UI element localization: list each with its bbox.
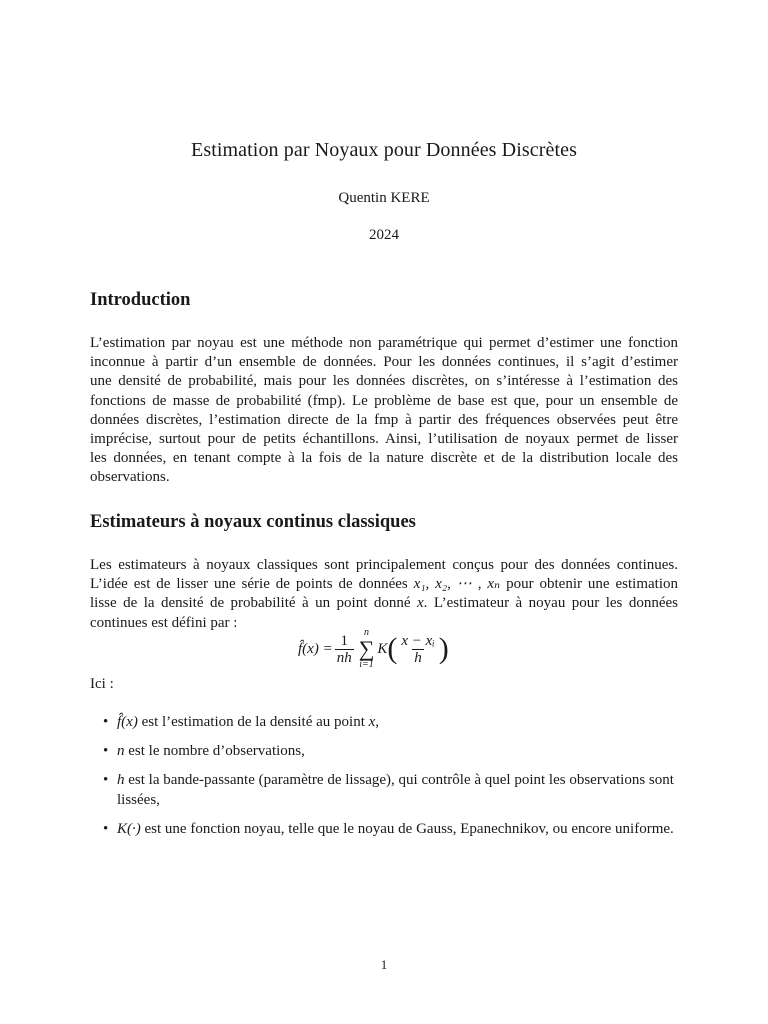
math-symbol: n [117,743,125,760]
paragraph-line [90,594,678,613]
sum-sign: ∑ [358,636,375,661]
ici-label: Ici : [90,676,114,692]
sum-upper-bound: n [364,627,370,638]
text-run: lisse de la densité de probabilité à un point donné [90,595,417,612]
fraction-numerator: x − xᵢ [401,632,435,649]
paragraph-line: imprécise, surtout pour de petits échantillons. Ainsi, l’utilisation de noyaux permet de lisser [90,431,678,448]
document-date: 2024 [369,227,399,243]
right-paren: ) [438,632,449,665]
fraction-denominator: nh [336,649,352,666]
paragraph-line: Les estimateurs à noyaux classiques sont principalement conçus pour des données continues. [90,557,678,573]
section-heading-estimateurs: Estimateurs à noyaux continus classiques [90,512,416,532]
list-item [90,742,678,761]
paragraph-line: observations. [90,469,170,486]
text-run: est une fonction noyau, telle que le noyau de Gauss, Epanechnikov, ou encore uniforme. [140,820,674,837]
introduction-paragraph [90,334,678,488]
definition-list [90,713,678,849]
fraction-numerator: 1 [340,632,348,649]
list-item [90,713,678,732]
bullet-icon: • [103,714,109,730]
fraction-one-over-nh [335,633,354,666]
math-variables: x₁, x₂, ⋯ , xₙ [413,576,501,593]
paragraph-line: données discrètes, l’estimation directe de la fmp à partir des fréquences observées peut être [90,411,678,428]
section-heading-introduction: Introduction [90,290,191,310]
math-symbol: h [117,772,125,789]
text-run: est le nombre d’observations, [124,743,305,760]
bullet-icon: • [103,772,109,789]
kernel-estimator-formula [298,625,449,673]
fraction-denominator: h [414,649,422,666]
document-author: Quentin KERE [338,190,430,206]
text-run: est l’estimation de la densité au point [137,714,369,730]
text-run: L’idée est de lisser une série de points de données [90,576,414,593]
summation [359,628,375,670]
page-number: 1 [380,957,388,972]
formula-lhs: f̂(x) = [298,640,333,657]
math-variable: x [416,595,424,612]
sum-lower-bound: i=1 [359,659,374,670]
list-item [90,820,678,839]
text-run: . L’estimateur à noyau pour les données [423,595,678,612]
math-symbol: K(·) [117,820,141,837]
math-symbol: f̂(x) [117,714,138,730]
bullet-icon: • [103,743,109,760]
paragraph-line: inconnue à partir d’un ensemble de données. Pour les données continues, il s’agit d’estimer [90,354,678,371]
paragraph-line: une densité de probabilité, mais pour les données discrètes, on s’intéresse à l’estimation des [90,373,678,390]
document-title: Estimation par Noyaux pour Données Discrètes [191,139,577,161]
paragraph-line [90,575,678,594]
kernel-function: K [377,640,388,657]
paragraph-line: fonctions de masse de probabilité (fmp). Le problème de base est que, pour un ensemble de [90,392,678,409]
estimateurs-paragraph [90,556,678,633]
paragraph-line: les données, en tenant compte à la fois de la nature discrète et de la distribution locale des [90,450,678,467]
text-run: est la bande-passante (paramètre de lissage), qui contrôle à quel point les observations sont lissées, [117,772,674,808]
paragraph-line: L’estimation par noyau est une méthode non paramétrique qui permet d’estimer une fonction [90,335,678,351]
bullet-icon: • [103,820,109,837]
text-run: pour obtenir une estimation [500,576,678,593]
paragraph-line: continues est défini par : [90,614,238,631]
text-run: , [375,714,380,730]
list-item [90,771,678,809]
fraction-kernel-argument [399,633,436,666]
left-paren: ( [387,632,398,665]
math-symbol: x [368,714,376,730]
